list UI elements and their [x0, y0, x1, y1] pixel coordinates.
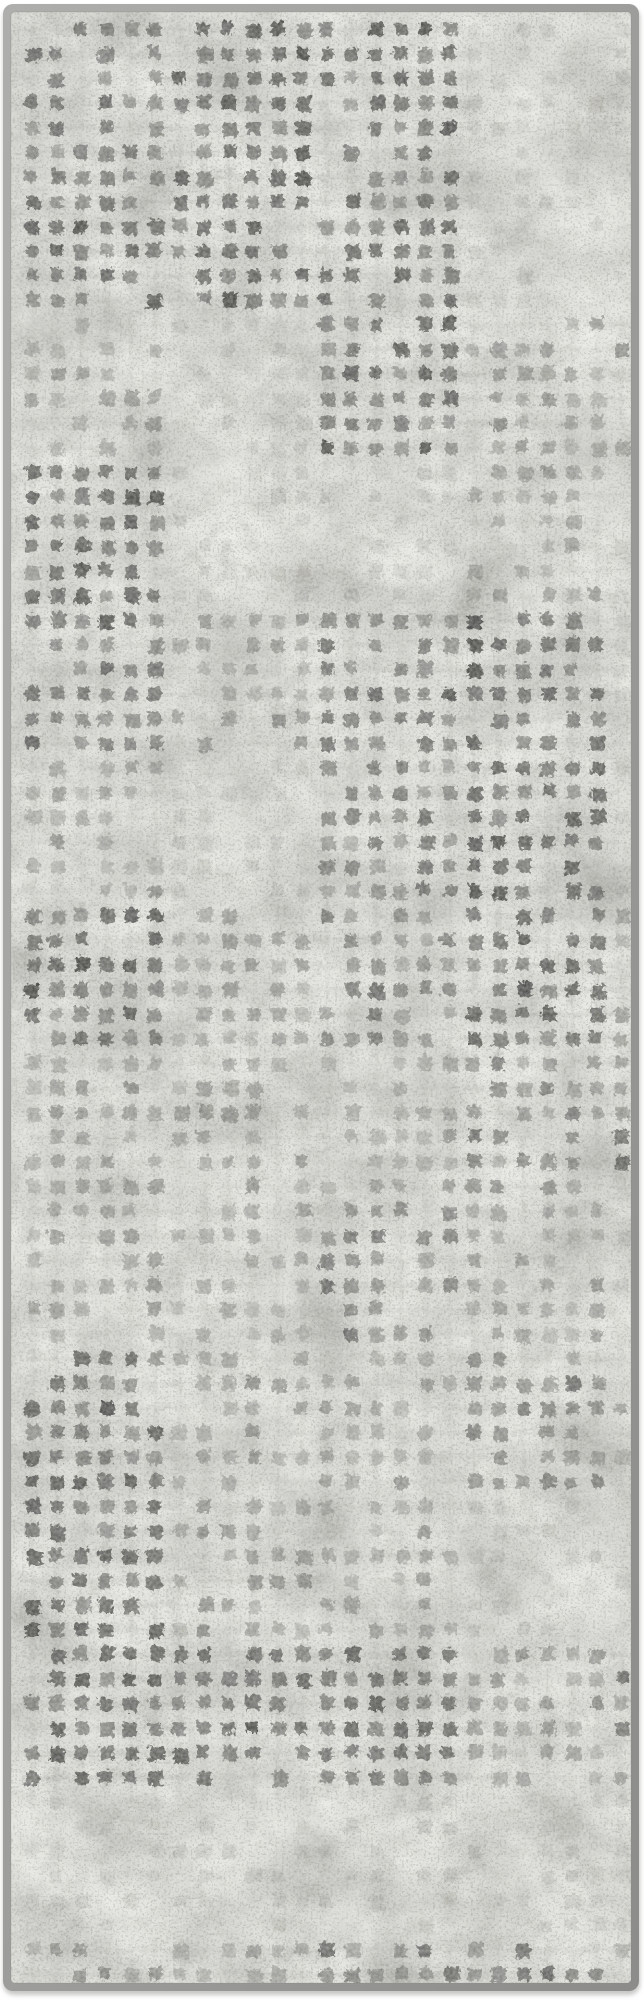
erosion-coarse-layer	[11, 12, 631, 1983]
rug-field-texture	[11, 12, 644, 2000]
